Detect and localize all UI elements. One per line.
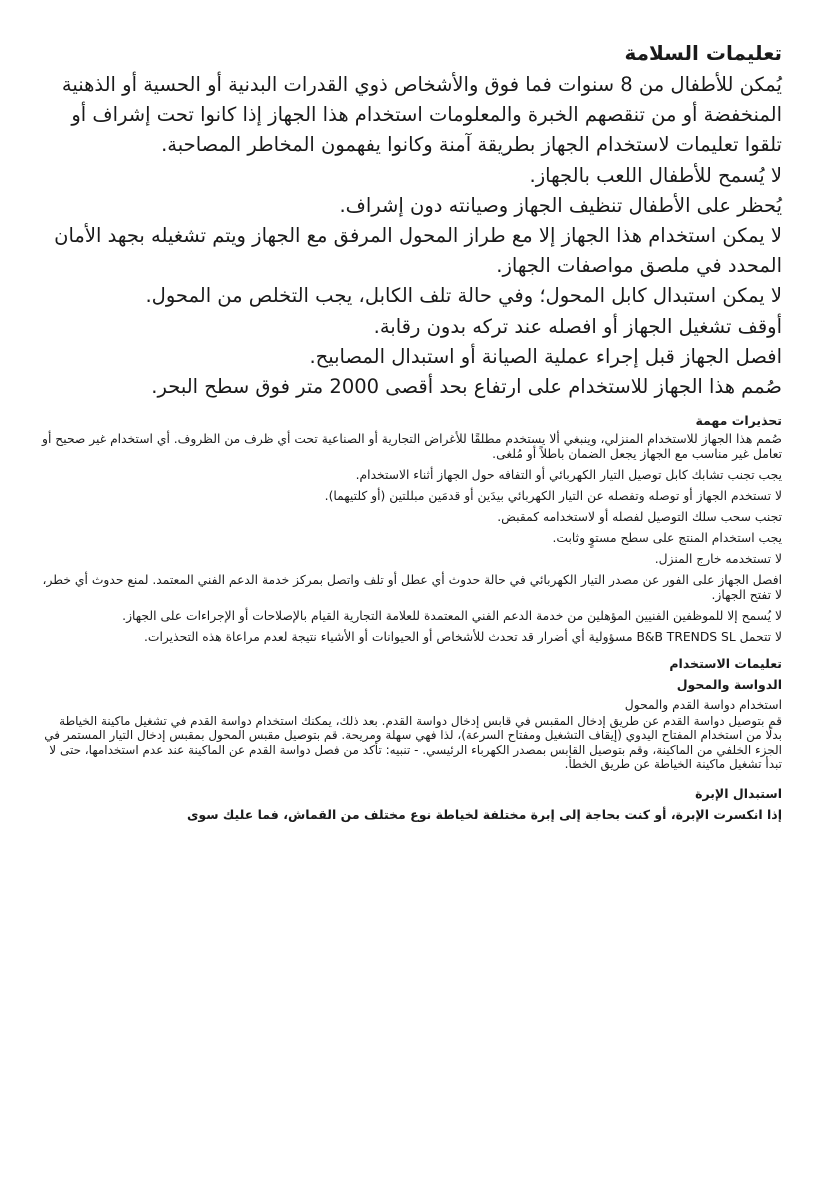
usage-title: تعليمات الاستخدام — [669, 656, 782, 672]
warning-line: يجب استخدام المنتج على سطح مستوٍ وثابت. — [552, 531, 782, 546]
warning-line: يجب تجنب تشابك كابل توصيل التيار الكهربائي أو التفافه حول الجهاز أثناء الاستخدام. — [355, 468, 782, 483]
safety-line: افصل الجهاز قبل إجراء عملية الصيانة أو استبدال المصابيح. — [309, 344, 782, 368]
safety-line: يُحظر على الأطفال تنظيف الجهاز وصيانته دون إشراف. — [339, 193, 782, 217]
usage-paragraph: قم بتوصيل دواسة القدم عن طريق إدخال المقبس في قابس إدخال دواسة القدم. بعد ذلك، يمكنك استخدام دواسة القدم في تشغيل ماكينة الخياطة بدلًا من استخدام المفتاح اليدوي (إيقاف التشغيل ومفتاح السرعة)، لذا فهي سهلة ومريحة. قم بتوصيل مقبس المحول بمقبس إدخال التيار المستمر في الجزء الخلفي من الماكينة، وقم بتوصيل القابس بمصدر الكهرباء الرئيسي. - تنبيه: تأكد من فصل دواسة القدم عن الماكينة عند عدم استخدامها، حتى لا تبدأ تشغيل ماكينة الخياطة عن طريق الخطأ. — [44, 714, 782, 771]
usage-section — [42, 655, 782, 771]
safety-line: صُمم هذا الجهاز للاستخدام على ارتفاع بحد أقصى 2000 متر فوق سطح البحر. — [151, 375, 782, 399]
safety-section — [42, 38, 782, 402]
safety-line: يُمكن للأطفال من 8 سنوات فما فوق والأشخاص ذوي القدرات البدنية أو الحسية أو الذهنية المنخفضة أو من تنقصهم الخبرة والمعلومات استخدام هذا الجهاز إذا كانوا تحت إشراف أو تلقوا تعليمات لاستخدام الجهاز بطريقة آمنة وكانوا يفهمون المخاطر المصاحبة. — [61, 73, 782, 157]
warning-line: تجنب سحب سلك التوصيل لفصله أو لاستخدامه كمقبض. — [497, 510, 782, 525]
warning-line: صُمم هذا الجهاز للاستخدام المنزلي، وينبغي ألا يستخدم مطلقًا للأغراض التجارية أو الصناعية تحت أي ظرف من الظروف. أي استخدام غير صحيح أو تعامل غير مناسب مع الجهاز يجعل الضمان باطلاً أو مُلغى. — [42, 432, 782, 462]
manual-page — [42, 38, 782, 824]
needle-section — [42, 785, 782, 824]
needle-text: إذا انكسرت الإبرة، أو كنت بحاجة إلى إبرة مختلفة لخياطة نوع مختلف من القماش، فما عليك سوى — [186, 807, 782, 823]
warnings-section — [42, 412, 782, 645]
safety-line: أوقف تشغيل الجهاز أو افصله عند تركه بدون رقابة. — [373, 314, 782, 338]
warning-line: لا تتحمل B&B TRENDS SL مسؤولية أي أضرار قد تحدث للأشخاص أو الحيوانات أو الأشياء نتيجة لعدم مراعاة هذه التحذيرات. — [144, 630, 782, 645]
needle-title: استبدال الإبرة — [695, 786, 782, 802]
warning-line: افصل الجهاز على الفور عن مصدر التيار الكهربائي في حالة حدوث أي عطل أو تلف واتصل بمركز خدمة الدعم الفني المعتمد. لمنع حدوث أي خطر، لا تفتح الجهاز. — [42, 573, 782, 603]
warning-line: لا يُسمح إلا للموظفين الفنيين المؤهلين من خدمة الدعم الفني المعتمدة للعلامة التجارية القيام بالإصلاحات أو الإجراءات على الجهاز. — [122, 609, 782, 624]
safety-title: تعليمات السلامة — [624, 41, 782, 65]
warnings-title: تحذيرات مهمة — [695, 413, 782, 429]
warning-line: لا تستخدم الجهاز أو توصله وتفصله عن التيار الكهربائي بيدَين أو قدمَين مبللتين (أو كلتيهما). — [324, 489, 782, 504]
warning-line: لا تستخدمه خارج المنزل. — [654, 552, 782, 567]
safety-line: لا يمكن استخدام هذا الجهاز إلا مع طراز المحول المرفق مع الجهاز ويتم تشغيله بجهد الأمان المحدد في ملصق مواصفات الجهاز. — [54, 224, 782, 278]
safety-line: لا يمكن استبدال كابل المحول؛ وفي حالة تلف الكابل، يجب التخلص من المحول. — [145, 284, 782, 308]
usage-sub-heading: استخدام دواسة القدم والمحول — [624, 698, 782, 713]
safety-line: لا يُسمح للأطفال اللعب بالجهاز. — [529, 163, 782, 187]
usage-subtitle: الدواسة والمحول — [676, 677, 782, 693]
